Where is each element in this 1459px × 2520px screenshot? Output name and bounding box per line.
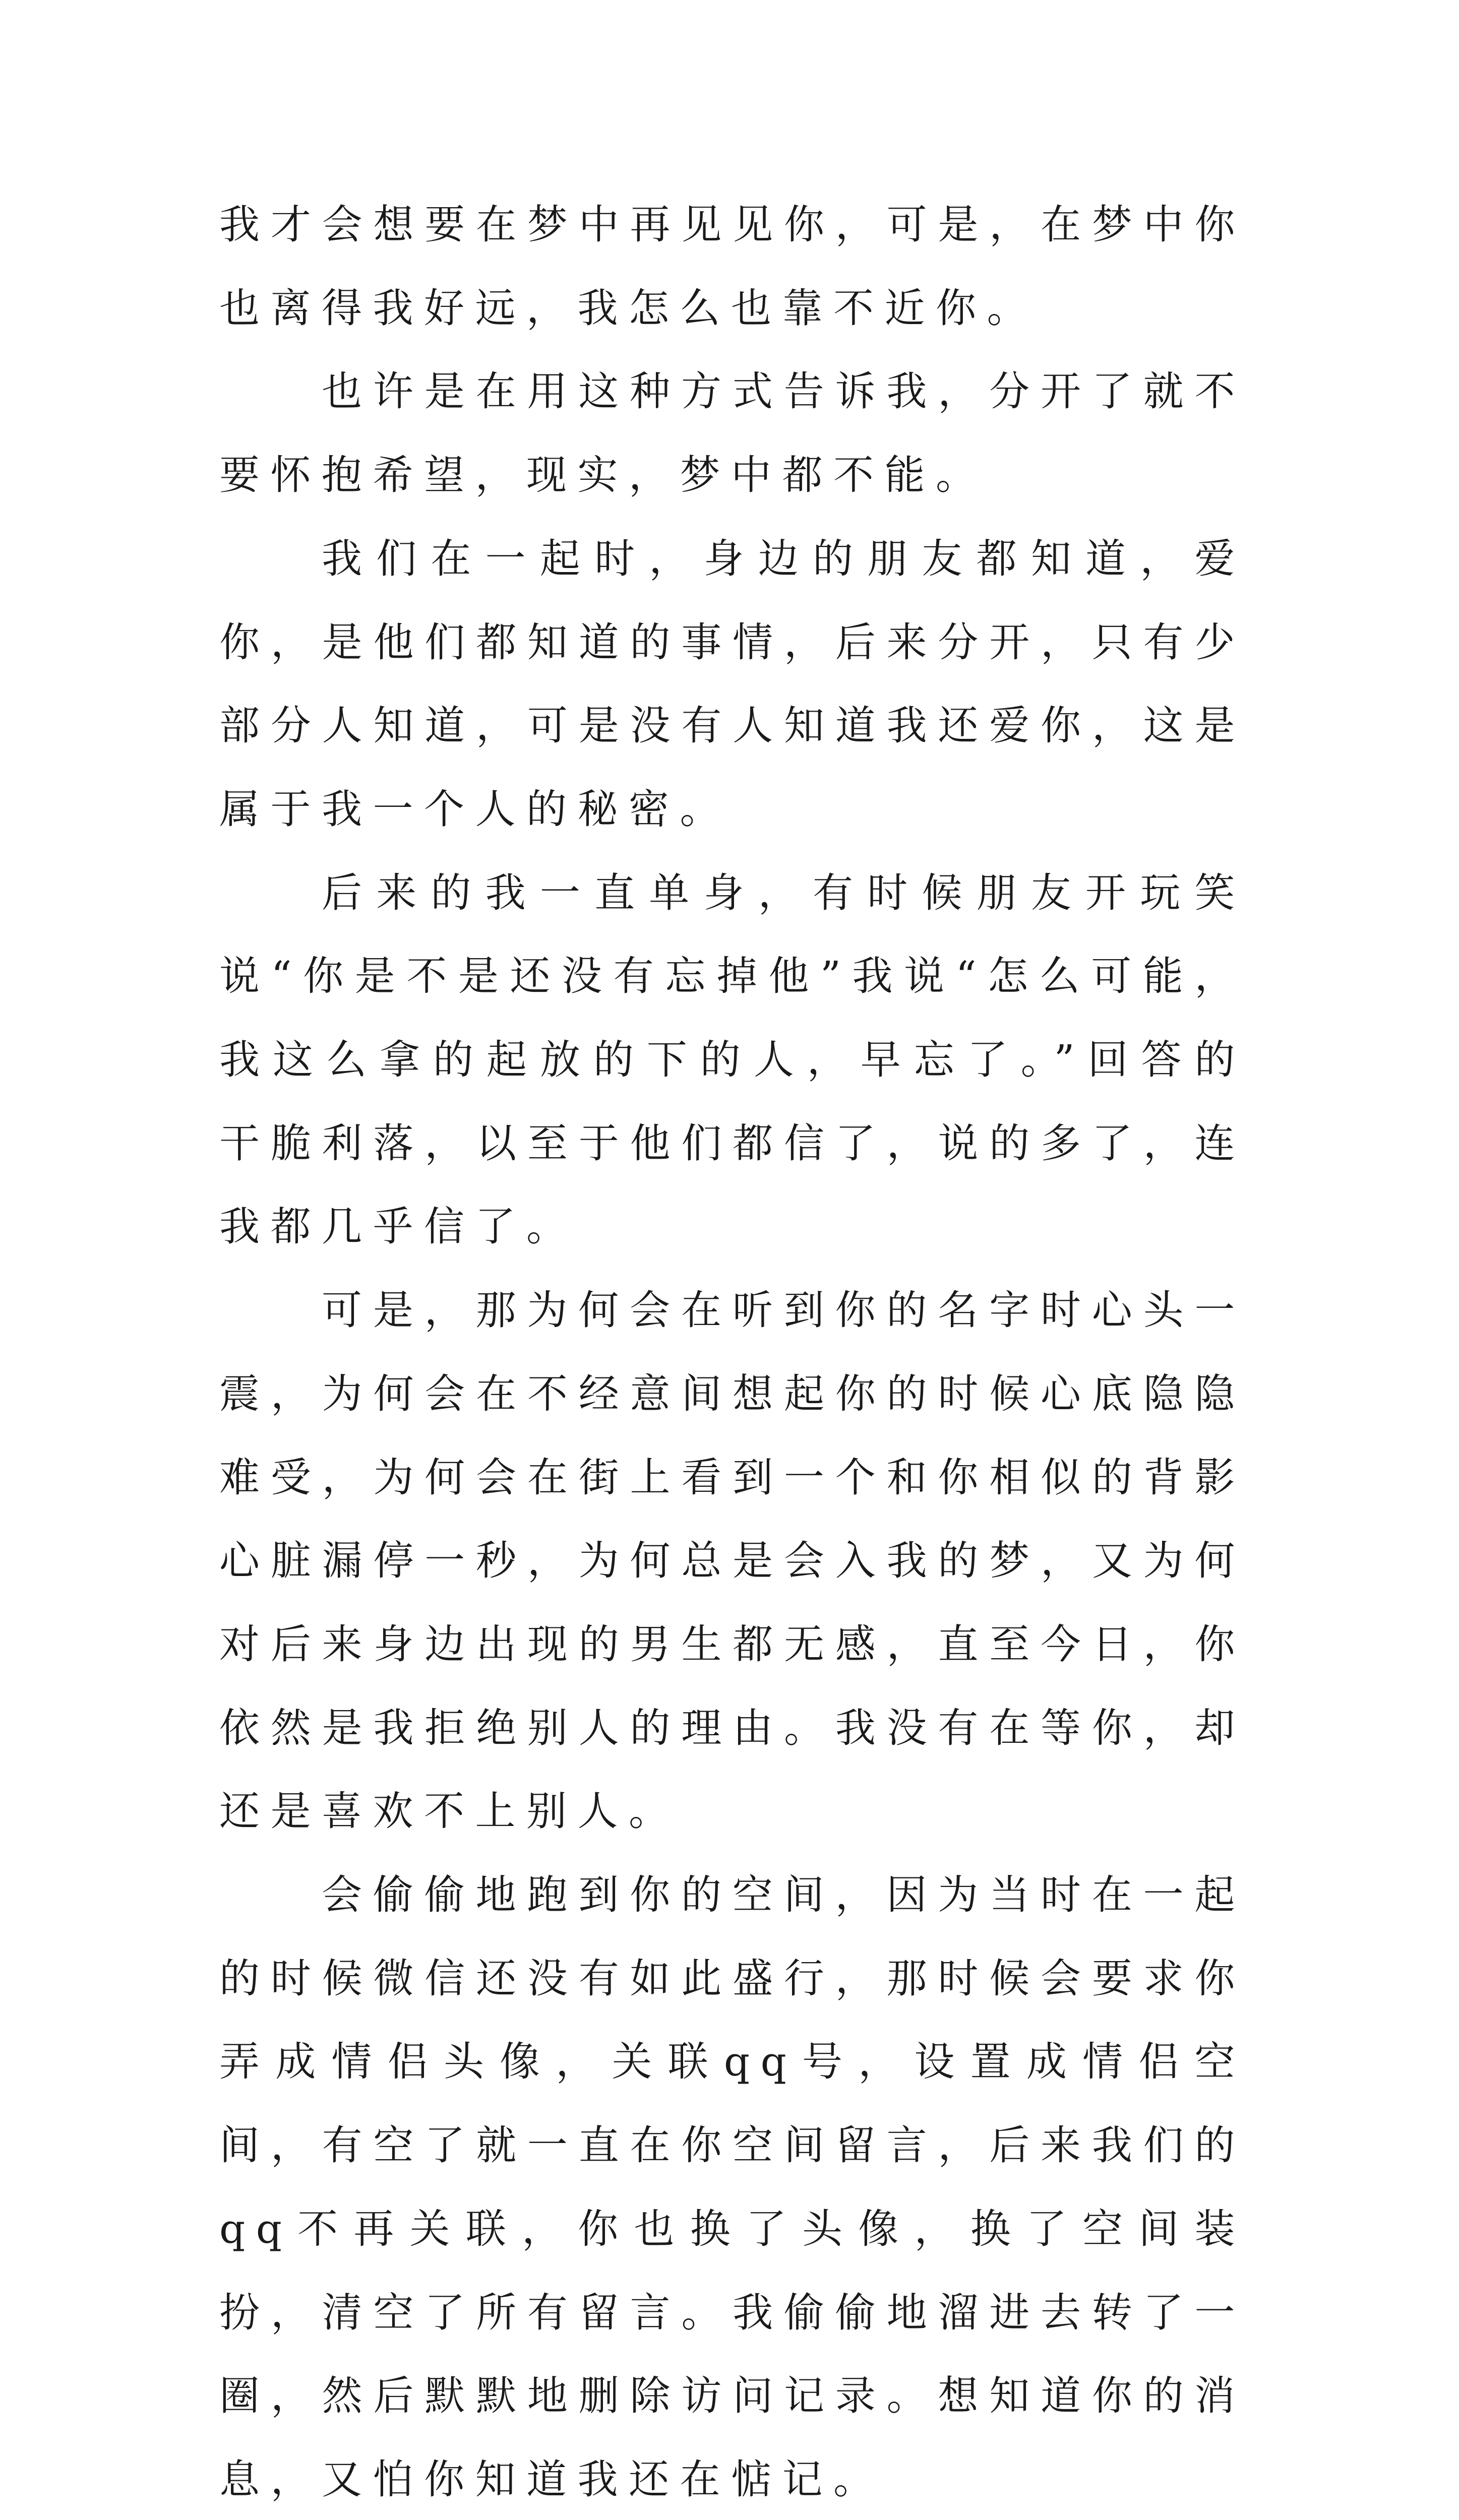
paragraph-1: 我才会想要在梦中再见见你，可是，在梦中你也离得我好远，我怎么也靠不近你。 (219, 201, 1246, 332)
paragraph-4: 后来的我一直单身，有时候朋友开玩笑说“你是不是还没有忘掉他”我说“怎么可能，我这么拿的起放的下的人，早忘了。”回答的干脆利落，以至于他们都信了，说的多了，连我都几乎信了。 (219, 869, 1246, 1250)
paragraph-5: 可是，那为何会在听到你的名字时心头一震，为何会在不经意间想起你的时候心底隐隐难受，为何会在街上看到一个和你相似的背影心脏漏停一秒，为何总是会入我的梦，又为何对后来身边出现的男生都无感，直至今日，你依然是我拒绝别人的理由。我没有在等你，却还是喜欢不上别人。 (219, 1287, 1246, 1835)
paragraph-2: 也许是在用这种方式告诉我，分开了就不要怀抱希望，现实，梦中都不能。 (219, 368, 1246, 499)
document-body (219, 183, 1246, 2520)
paragraph-6: 会偷偷地跑到你的空间，因为当时在一起的时候微信还没有如此盛行，那时候会要求你弄成情侣头像，关联qq号，设置成情侣空间，有空了就一直在你空间留言，后来我们的qq不再关联，你也换了头像，换了空间装扮，清空了所有留言。我偷偷地溜进去转了一圈，然后默默地删除访问记录。想知道你的消息，又怕你知道我还在惦记。 (219, 1871, 1246, 2503)
paragraph-3: 我们在一起时，身边的朋友都知道，爱你，是他们都知道的事情，后来分开，只有少部分人知道，可是没有人知道我还爱你，这是属于我一个人的秘密。 (219, 535, 1246, 833)
